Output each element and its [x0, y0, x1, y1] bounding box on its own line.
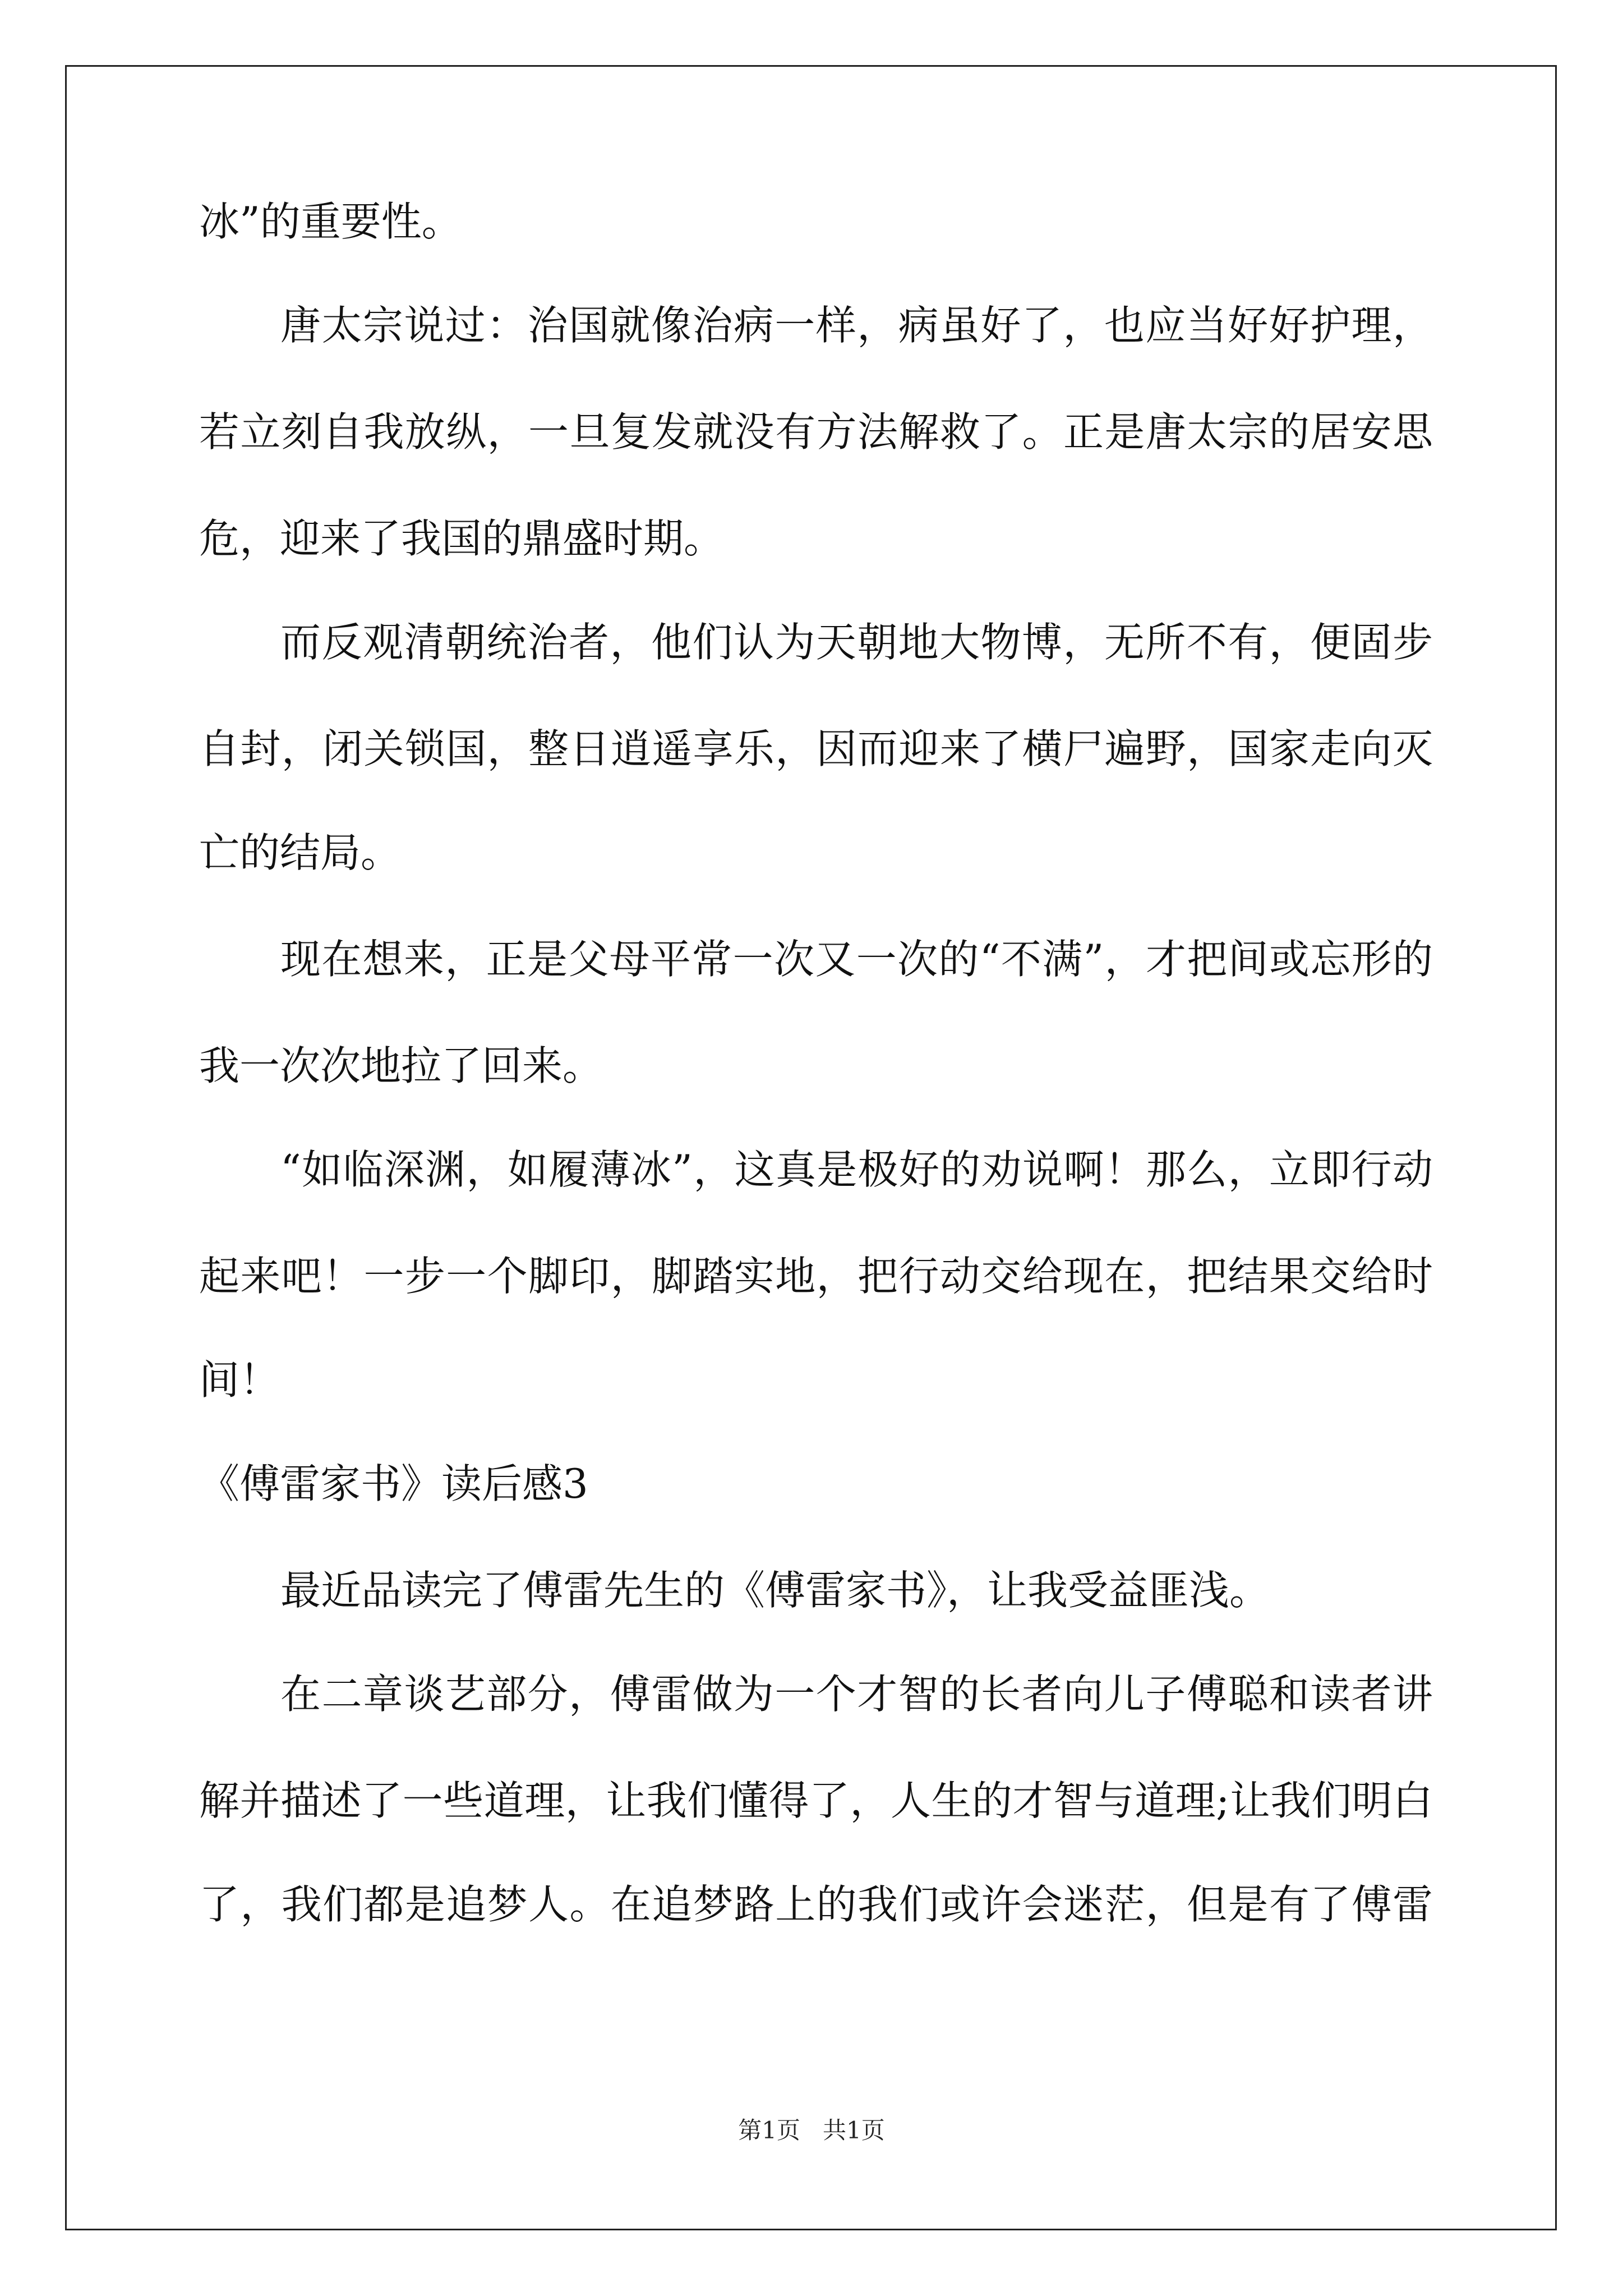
text-line: 若立刻自我放纵，一旦复发就没有方法解救了。正是唐太宗的居安思	[199, 408, 1433, 455]
text-line: 起来吧！一步一个脚印，脚踏实地，把行动交给现在，把结果交给时	[199, 1253, 1433, 1300]
text-line: 解并描述了一些道理，让我们懂得了，人生的才智与道理;让我们明白	[199, 1777, 1433, 1824]
paragraph-first-line: 在二章谈艺部分，傅雷做为一个才智的长者向儿子傅聪和读者讲	[280, 1671, 1433, 1718]
text-line: 自封，闭关锁国，整日逍遥享乐，因而迎来了横尸遍野，国家走向灭	[199, 725, 1433, 772]
paragraph-first-line: 唐太宗说过：治国就像治病一样，病虽好了，也应当好好护理，	[280, 302, 1433, 349]
section-heading: 《傅雷家书》读后感3	[199, 1460, 588, 1507]
paragraph-first-line: 最近品读完了傅雷先生的《傅雷家书》，让我受益匪浅。	[280, 1567, 1270, 1614]
text-line: 了，我们都是追梦人。在追梦路上的我们或许会迷茫，但是有了傅雷	[199, 1881, 1433, 1928]
text-line: 危，迎来了我国的鼎盛时期。	[199, 515, 725, 562]
text-line: 间！	[199, 1356, 280, 1404]
text-line: 我一次次地拉了回来。	[199, 1042, 603, 1089]
paragraph-first-line: “如临深渊，如履薄冰”，这真是极好的劝说啊！那么，立即行动	[280, 1146, 1433, 1193]
paragraph-first-line: 现在想来，正是父母平常一次又一次的“不满”，才把间或忘形的	[280, 936, 1433, 983]
text-line: 冰”的重要性。	[199, 198, 462, 245]
paragraph-first-line: 而反观清朝统治者，他们认为天朝地大物博，无所不有，便固步	[280, 619, 1433, 666]
page-footer: 第1页 共1页	[738, 2116, 885, 2144]
text-line: 亡的结局。	[199, 829, 402, 876]
